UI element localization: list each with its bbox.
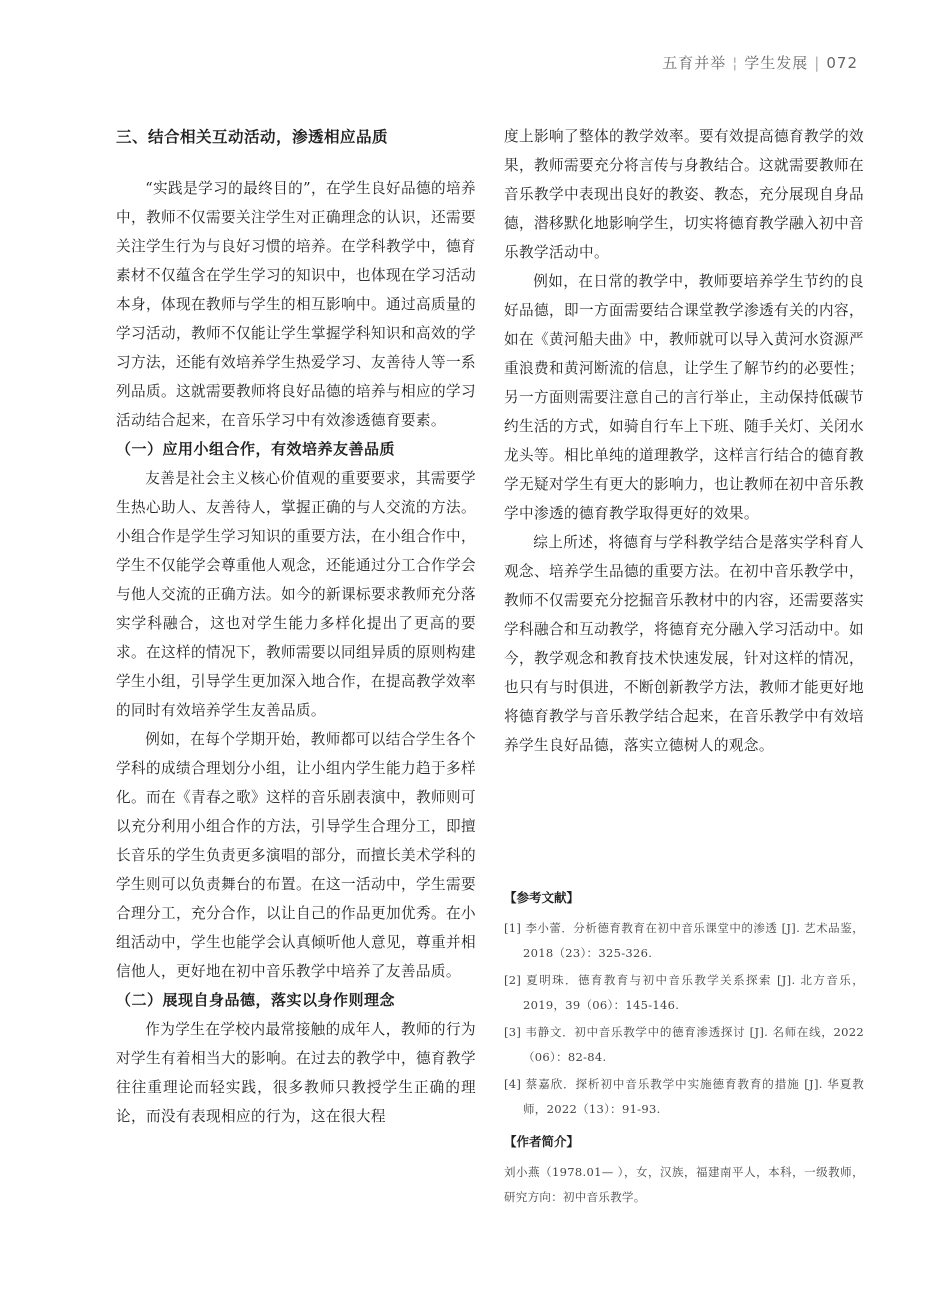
- sub-heading: （二）展现自身品德，落实以身作则理念: [116, 991, 396, 1009]
- author-bio: [504, 1132, 864, 1210]
- references: [504, 888, 864, 1124]
- left-column: [116, 122, 476, 1131]
- header-divider: |: [814, 54, 821, 72]
- paragraph: 综上所述，将德育与学科教学结合是落实学科育人观念、培养学生品德的重要方法。在初中音乐教学中，教师不仅需要充分挖掘音乐教材中的内容，还需要落实学科融合和互动教学，将德育充分融入学习活动中。如今，教学观念和教育技术快速发展，针对这样的情况，也只有与时俱进，不断创新教学方法，教师才能更好地将德育教学与音乐教学结合起来，在音乐教学中有效培养学生良好品德，落实立德树人的观念。: [504, 534, 864, 754]
- reference-item: [2] 夏明珠．德育教育与初中音乐教学关系探索 [J]. 北方音乐，2019，39（06）：145-146.: [504, 973, 864, 1012]
- author-title: 【作者简介】: [504, 1134, 580, 1149]
- section-heading: 三、结合相关互动活动，渗透相应品质: [116, 128, 389, 146]
- page-number: 072: [826, 54, 858, 72]
- running-header: [662, 52, 858, 73]
- right-column: [504, 122, 864, 760]
- paragraph: 作为学生在学校内最常接触的成年人，教师的行为对学生有着相当大的影响。在过去的教学中，德育教学往往重理论而轻实践，很多教师只教授学生正确的理论，而没有表现相应的行为，这在很大程: [116, 1021, 476, 1125]
- reference-item: [1] 李小蕾．分析德育教育在初中音乐课堂中的渗透 [J]. 艺术品鉴，2018（23）：325-326.: [504, 921, 864, 960]
- paragraph: “实践是学习的最终目的”，在学生良好品德的培养中，教师不仅需要关注学生对正确理念的认识，还需要关注学生行为与良好习惯的培养。在学科教学中，德育素材不仅蕴含在学生学习的知识中，也体现在学习活动本身，体现在教师与学生的相互影响中。通过高质量的学习活动，教师不仅能让学生掌握学科知识和高效的学习方法，还能有效培养学生热爱学习、友善待人等一系列品质。这就需要教师将良好品德的培养与相应的学习活动结合起来，在音乐学习中有效渗透德育要素。: [116, 180, 476, 429]
- reference-item: [3] 韦静文．初中音乐教学中的德育渗透探讨 [J]. 名师在线，2022（06）：82-84.: [504, 1025, 864, 1064]
- header-subsection: 学生发展: [744, 54, 809, 72]
- paragraph-continued: 度上影响了整体的教学效率。要有效提高德育教学的效果，教师需要充分将言传与身教结合。这就需要教师在音乐教学中表现出良好的教姿、教态，充分展现自身品德，潜移默化地影响学生，切实将德育教学融入初中音乐教学活动中。: [504, 128, 864, 261]
- paragraph: 例如，在每个学期开始，教师都可以结合学生各个学科的成绩合理划分小组，让小组内学生能力趋于多样化。而在《青春之歌》这样的音乐剧表演中，教师则可以充分利用小组合作的方法，引导学生合理分工，即擅长音乐的学生负责更多演唱的部分，而擅长美术学科的学生则可以负责舞台的布置。在这一活动中，学生需要合理分工，充分合作，以让自己的作品更加优秀。在小组活动中，学生也能学会认真倾听他人意见，尊重并相信他人，更好地在初中音乐教学中培养了友善品质。: [116, 731, 476, 980]
- references-title: 【参考文献】: [504, 890, 580, 905]
- paragraph: 友善是社会主义核心价值观的重要要求，其需要学生热心助人、友善待人，掌握正确的与人交流的方法。小组合作是学生学习知识的重要方法，在小组合作中，学生不仅能学会尊重他人观念，还能通过分工合作学会与他人交流的正确方法。如今的新课标要求教师充分落实学科融合，这也对学生能力多样化提出了更高的要求。在这样的情况下，教师需要以同组异质的原则构建学生小组，引导学生更加深入地合作，在提高教学效率的同时有效培养学生友善品质。: [116, 470, 476, 719]
- author-text: 刘小燕（1978.01— ），女，汉族，福建南平人，本科，一级教师，研究方向：初中音乐教学。: [504, 1165, 864, 1204]
- sub-heading: （一）应用小组合作，有效培养友善品质: [116, 440, 396, 458]
- header-divider: ¦: [732, 54, 739, 72]
- paragraph: 例如，在日常的教学中，教师要培养学生节约的良好品德，即一方面需要结合课堂教学渗透有关的内容，如在《黄河船夫曲》中，教师就可以导入黄河水资源严重浪费和黄河断流的信息，让学生了解节约的必要性；另一方面则需要注意自己的言行举止，主动保持低碳节约生活的方式，如骑自行车上下班、随手关灯、关闭水龙头等。相比单纯的道理教学，这样言行结合的德育教学无疑对学生有更大的影响力，也让教师在初中音乐教学中渗透的德育教学取得更好的效果。: [504, 273, 864, 522]
- header-section: 五育并举: [662, 54, 727, 72]
- reference-item: [4] 蔡嘉欣．探析初中音乐教学中实施德育教育的措施 [J]. 华夏教师，2022（13）：91-93.: [504, 1077, 864, 1116]
